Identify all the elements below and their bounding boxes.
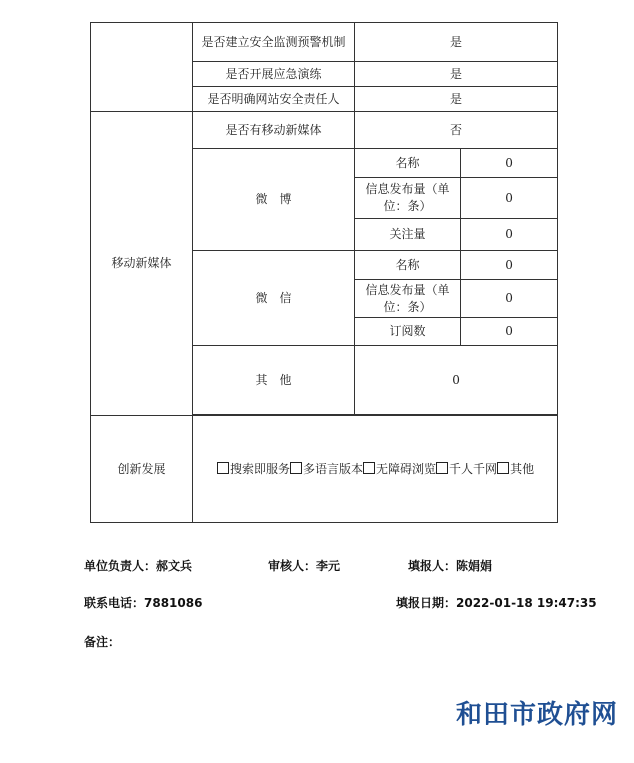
innovation-option: 无障碍浏览 [363,462,436,476]
wechat-sub-value: 0 [461,318,558,346]
weibo-follow-label: 关注量 [355,219,461,251]
innovation-option: 其他 [497,462,534,476]
checkbox[interactable] [290,462,302,474]
blank-section-cell [91,23,193,112]
weibo-follow-value: 0 [461,219,558,251]
weibo-posts-value: 0 [461,178,558,219]
checkbox[interactable] [436,462,448,474]
wechat-posts-value: 0 [461,280,558,318]
other-value: 0 [355,346,558,415]
q-drill: 是否开展应急演练 [193,62,355,87]
a-responsible: 是 [355,87,558,112]
innovation-option: 多语言版本 [290,462,363,476]
wechat-name-label: 名称 [355,251,461,280]
q-monitor: 是否建立安全监测预警机制 [193,23,355,62]
weibo-label: 微 博 [193,149,355,251]
innovation-options [193,416,558,523]
site-watermark: 和田市政府网 [455,700,618,730]
a-monitor: 是 [355,23,558,62]
innovation-option: 搜索即服务 [217,462,290,476]
remark: 备注： [84,635,121,649]
filler: 填报人：陈娟娟 [408,559,493,573]
q-has-mobile: 是否有移动新媒体 [193,112,355,149]
checkbox[interactable] [497,462,509,474]
checkbox[interactable] [217,462,229,474]
weibo-posts-label: 信息发布量（单位：条） [355,178,461,219]
wechat-posts-label: 信息发布量（单位：条） [355,280,461,318]
other-label: 其 他 [193,346,355,415]
innovation-option: 千人千网 [436,462,497,476]
report-table [90,22,558,523]
a-drill: 是 [355,62,558,87]
a-has-mobile: 否 [355,112,558,149]
weibo-name-value: 0 [461,149,558,178]
weibo-name-label: 名称 [355,149,461,178]
wechat-label: 微 信 [193,251,355,346]
fill-date: 填报日期：2022-01-18 19:47:35 [396,596,597,610]
section-innovation: 创新发展 [91,416,193,523]
section-mobile: 移动新媒体 [91,112,193,416]
checkbox[interactable] [363,462,375,474]
wechat-sub-label: 订阅数 [355,318,461,346]
unit-head: 单位负责人：郝文兵 [84,559,193,573]
q-responsible: 是否明确网站安全责任人 [193,87,355,112]
reviewer: 审核人：李元 [268,559,341,573]
wechat-name-value: 0 [461,251,558,280]
phone: 联系电话：7881086 [84,596,203,610]
